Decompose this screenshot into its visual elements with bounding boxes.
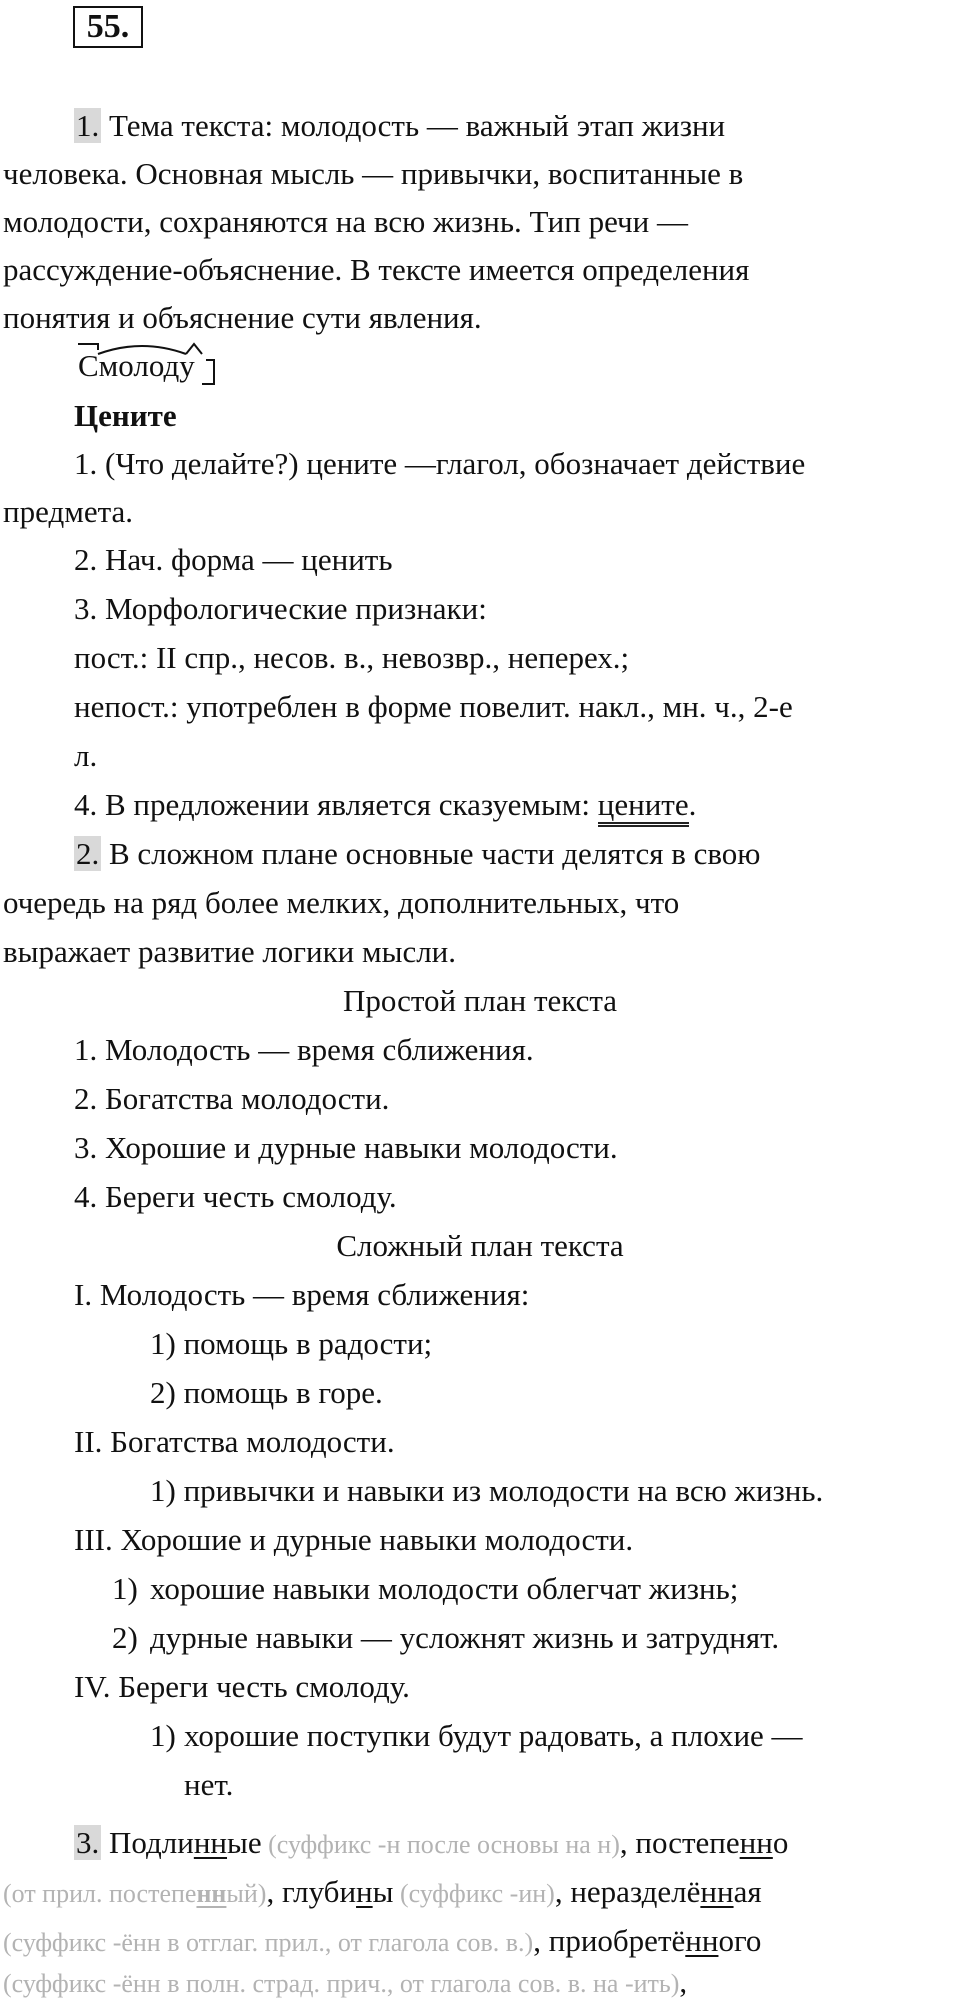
complex-plan-item: I. Молодость — время сближения:: [74, 1277, 530, 1312]
task1-line-5: понятия и объяснение сути явления.: [3, 300, 482, 335]
analysis-line-7: л.: [74, 738, 98, 773]
simple-plan-title: Простой план текста: [342, 983, 618, 1018]
task3-note: (суффикс -ённ в отглаг. прил., от глагола сов. в.): [3, 1928, 534, 1957]
task2-marker: 2.: [76, 836, 100, 871]
analysis-line-4: 3. Морфологические признаки:: [74, 591, 487, 626]
complex-plan-subitem: 1) привычки и навыки из молодости на всю жизнь.: [150, 1473, 824, 1508]
complex-plan-subitem-number: 1): [112, 1571, 138, 1606]
complex-plan-subitem-number: 2): [112, 1620, 138, 1655]
simple-plan-item-1: 1. Молодость — время сближения.: [74, 1032, 534, 1067]
complex-plan-subitem: 1) помощь в радости;: [150, 1326, 433, 1361]
simple-plan-item-4: 4. Береги честь смолоду.: [74, 1179, 397, 1214]
complex-plan-subitem-number: 1): [150, 1718, 176, 1753]
complex-plan-title: Сложный план текста: [336, 1228, 624, 1263]
task3-marker: 3.: [76, 1825, 100, 1860]
analysis-line-3: 2. Нач. форма — ценить: [74, 542, 393, 577]
complex-plan-subitem: хорошие навыки молодости облегчат жизнь;: [150, 1571, 739, 1606]
task3-line-1: 3. Подлинные (суффикс -н после основы на н), постепенно: [76, 1825, 789, 1860]
complex-plan-item: IV. Береги честь смолоду.: [74, 1669, 410, 1704]
task3-note: (суффикс -ённ в полн. страд. прич., от глагола сов. в. на -ить): [3, 1969, 680, 1998]
complex-plan-item: III. Хорошие и дурные навыки молодости.: [74, 1522, 634, 1557]
morpheme-word: Смолоду: [78, 348, 195, 383]
task2-line-1: 2. В сложном плане основные части делятся в свою: [76, 836, 761, 871]
task3-line-3: (суффикс -ённ в отглаг. прил., от глагола сов. в.), приобретённого: [3, 1923, 762, 1958]
complex-plan-subitem: дурные навыки — усложнят жизнь и затруднят.: [150, 1620, 780, 1655]
complex-plan-item: II. Богатства молодости.: [74, 1424, 395, 1459]
complex-plan-subitem-continuation: нет.: [184, 1767, 234, 1802]
predicate-word: цените: [598, 787, 689, 827]
task3-note: (суффикс -н после основы на н): [261, 1830, 620, 1859]
complex-plan-subitem: 2) помощь в горе.: [150, 1375, 383, 1410]
analysis-title: Цените: [74, 398, 177, 433]
analysis-line-2: предмета.: [3, 494, 134, 529]
analysis-line-5: пост.: II спр., несов. в., невозвр., неперех.;: [74, 640, 630, 675]
task3-note: (суффикс -ин): [393, 1879, 555, 1908]
analysis-line-6: непост.: употреблен в форме повелит. накл., мн. ч., 2-е: [74, 689, 793, 724]
task1-line-2: человека. Основная мысль — привычки, воспитанные в: [3, 156, 744, 191]
task1-line-3: молодости, сохраняются на всю жизнь. Тип речи —: [3, 204, 688, 239]
simple-plan-item-2: 2. Богатства молодости.: [74, 1081, 390, 1116]
task3-line-2: (от прил. постепенный), глубины (суффикс -ин), неразделённая: [3, 1874, 762, 1909]
exercise-number: 55.: [73, 6, 143, 48]
analysis-line-8: 4. В предложении является сказуемым: цените.: [74, 785, 696, 825]
task1-line-4: рассуждение-объяснение. В тексте имеется определения: [3, 252, 750, 287]
task2-line-2: очередь на ряд более мелких, дополнительных, что: [3, 885, 680, 920]
analysis-line-1: 1. (Что делайте?) цените —глагол, обозначает действие: [74, 446, 806, 481]
task1-line-1: 1. Тема текста: молодость — важный этап жизни: [76, 108, 726, 143]
task1-marker: 1.: [76, 108, 100, 143]
task2-line-3: выражает развитие логики мысли.: [3, 934, 457, 969]
complex-plan-subitem: хорошие поступки будут радовать, а плохие —: [184, 1718, 803, 1753]
task3-line-4: (суффикс -ённ в полн. страд. прич., от глагола сов. в. на -ить),: [3, 1964, 688, 1999]
simple-plan-item-3: 3. Хорошие и дурные навыки молодости.: [74, 1130, 618, 1165]
